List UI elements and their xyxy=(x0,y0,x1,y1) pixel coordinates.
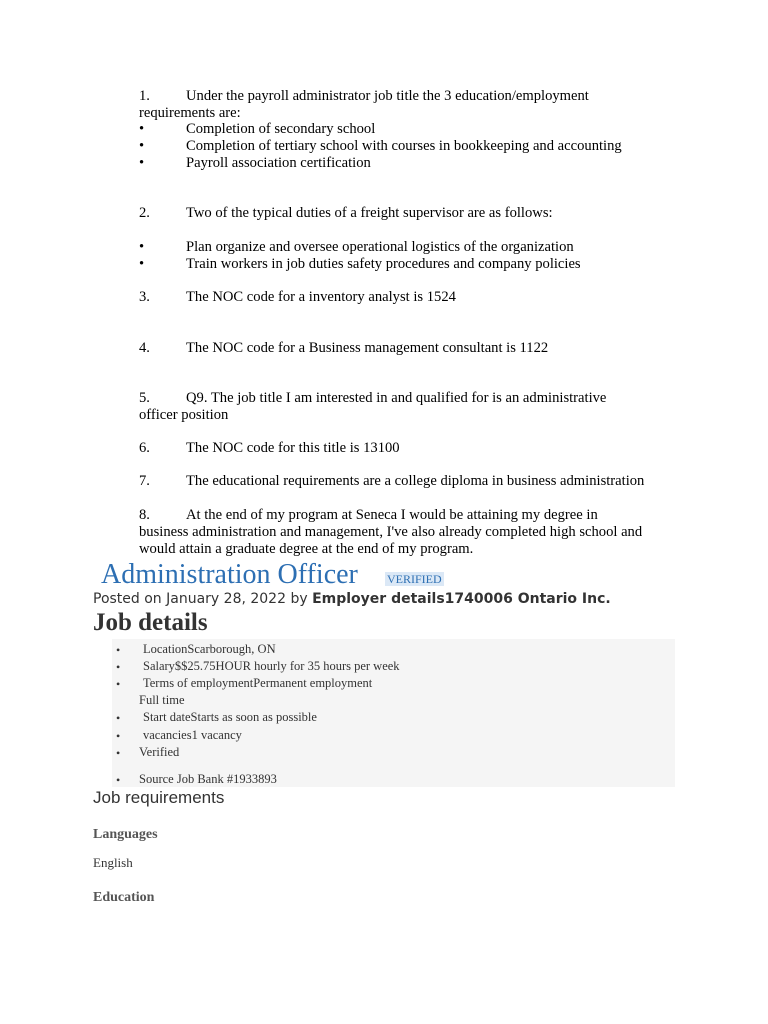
job-title-heading: Administration Officer xyxy=(101,559,358,590)
detail-terms: Terms of employmentPermanent employment xyxy=(143,676,373,690)
education-heading: Education xyxy=(93,890,155,905)
verified-badge: VERIFIED xyxy=(387,572,442,586)
answer-8-line-3: would attain a graduate degree at the end of my program. xyxy=(139,541,474,557)
job-details-heading: Job details xyxy=(93,609,208,636)
detail-source: Source Job Bank #1933893 xyxy=(139,772,277,786)
languages-heading: Languages xyxy=(93,827,158,842)
posted-date-text: Posted on January 28, 2022 by xyxy=(93,591,313,607)
detail-bullet: • xyxy=(116,643,121,657)
detail-verified: Verified xyxy=(139,745,180,759)
detail-bullet: • xyxy=(116,729,121,743)
languages-value: English xyxy=(93,855,133,870)
answer-1-line-2: requirements are: xyxy=(139,105,241,121)
detail-terms-extra: Full time xyxy=(139,693,185,707)
employer-name: Employer details1740006 Ontario Inc. xyxy=(312,591,611,607)
detail-vacancies: vacancies1 vacancy xyxy=(143,728,242,742)
detail-location: LocationScarborough, ON xyxy=(143,642,276,656)
detail-bullet: • xyxy=(116,773,121,787)
answer-1-number: 1. xyxy=(139,88,150,104)
detail-bullet: • xyxy=(116,660,121,674)
detail-salary: Salary$$25.75HOUR hourly for 35 hours per week xyxy=(143,659,400,673)
detail-bullet: • xyxy=(116,711,121,725)
answer-5-line-2: officer position xyxy=(139,407,229,423)
detail-start-date: Start dateStarts as soon as possible xyxy=(143,710,317,724)
detail-bullet: • xyxy=(116,746,121,760)
job-requirements-heading: Job requirements xyxy=(93,788,225,807)
detail-bullet: • xyxy=(116,677,121,691)
posted-line xyxy=(93,591,611,608)
answer-8-line-2: business administration and management, I've also already completed high school and xyxy=(139,524,643,540)
